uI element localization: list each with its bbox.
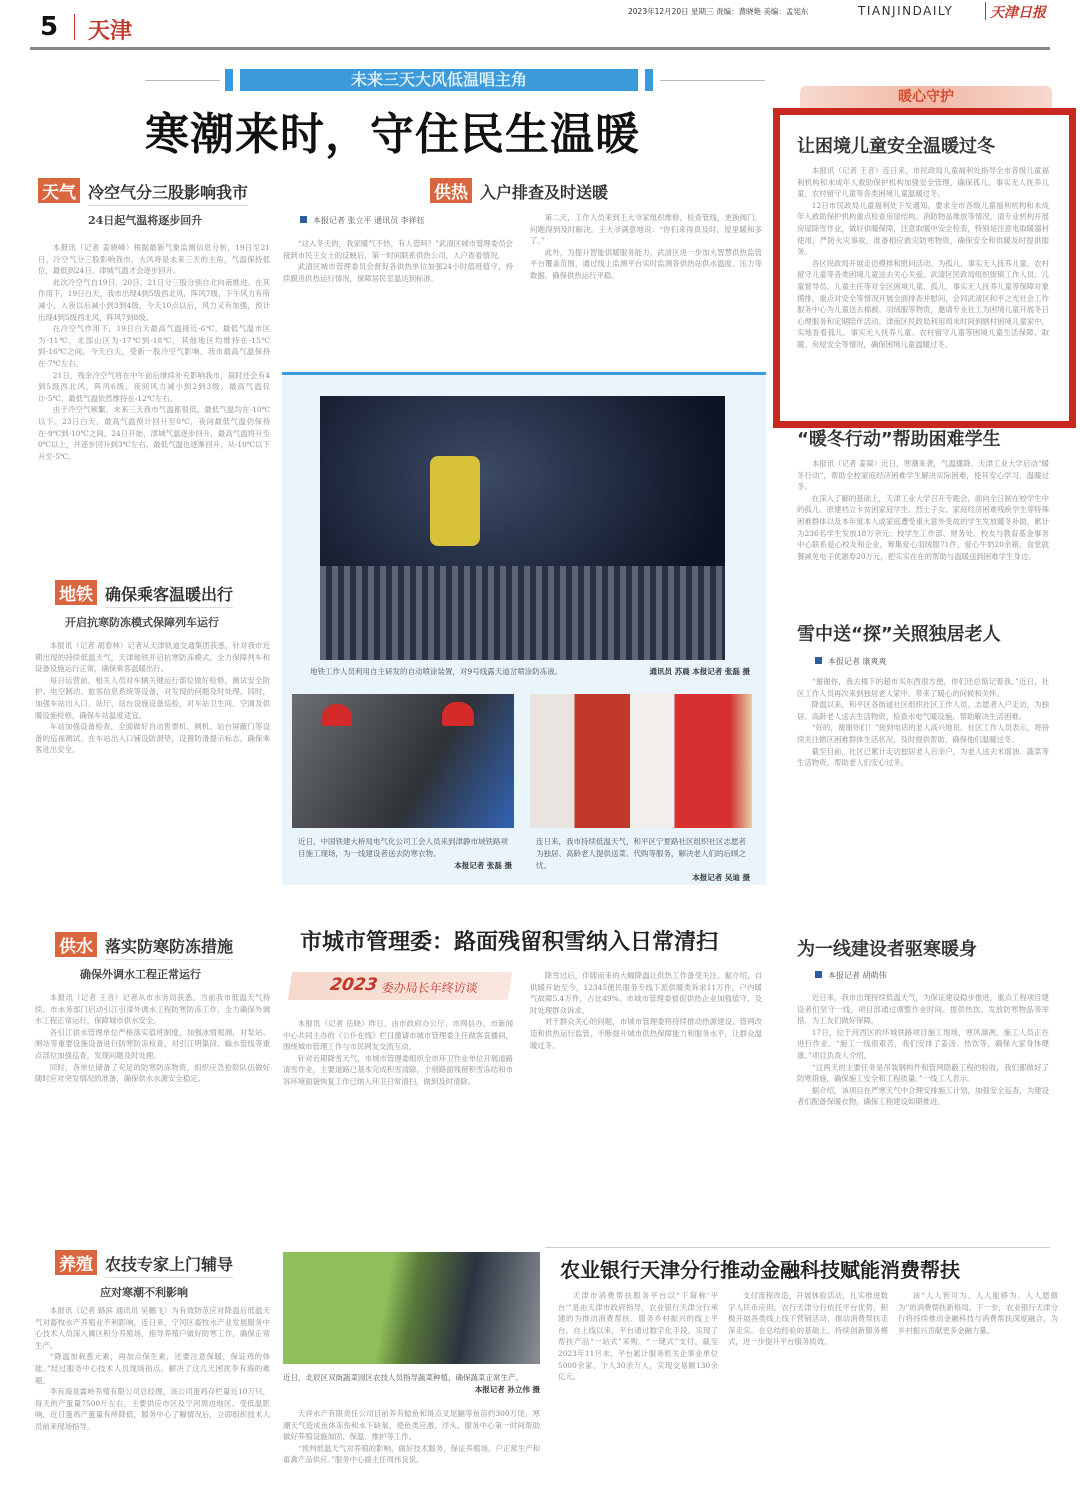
- paragraph: 此外，为提升智能供暖服务能力，武清区进一步加大智慧供热监管平台覆盖范围，通过线上监测平台实时监测各供热站供水温度、压力等数据，确保供热运行平稳。: [530, 247, 762, 280]
- heating-body-1: [283, 238, 513, 348]
- paragraph: 该“人人皆可为、人人能够为、人人愿做为”的消费帮扶新格局。下一步，农业银行天津分行将持续推动金融科技与消费帮扶深度融合，为乡村振兴贡献更多金融力量。: [898, 1291, 1058, 1335]
- paragraph: 17日，位于河西区的环城铁路项目施工现场，寒风凛冽，施工人员正在进行作业。“施工一线很艰苦，我们安排了姜汤、热饮等，确保大家身体健康。”项目负责人介绍。: [797, 1027, 1049, 1060]
- helmet: [322, 704, 352, 726]
- bank-body-3: [898, 1290, 1058, 1470]
- paragraph: 各引江供水管理单位严格落实值班制度，加强冰情观测，对泵站、闸站等重要设施设备进行防寒防冻检查，对引江明渠段、输水管线等重点部位加强巡查，发现问题及时处理。: [35, 1027, 270, 1060]
- paragraph: 本报讯（记者 王音）连日来，市民政局儿童福利处指导全市各级儿童福利机构和未成年人救助保护机构加强安全管理，确保孤儿、事实无人抚养儿童、农村留守儿童等各类困境儿童温暖过冬。: [797, 166, 1049, 199]
- water-tag: 供水: [55, 932, 97, 957]
- track-rails: [320, 566, 725, 660]
- paragraph: 武清区城市管理委员会督促各供热单位加强24小时值班值守，持续跟进供热运行情况，保障居民室温达到标准。: [283, 262, 513, 283]
- paragraph: 21日，残余冷空气将在中午前后继续补充影响我市，届时还会有4到5级西北风，阵风6级。夜间风力减小到2到3级，最高气温仅计-5℃，最低气温依然维持在-12℃左右。: [38, 370, 270, 403]
- heating-tag: 供热: [430, 178, 472, 203]
- header-rule: [30, 47, 1050, 50]
- paragraph: 天津市消费帮扶服务平台以“下简称‘平台’”是由天津市政府指导，农业银行天津分行承建的为推动消费帮扶、服务乡村振兴的线上平台。自上线以来，平台通过数字化手段，实现了帮扶产品“一站式”采购、“一键式”支付，截至2023年11月末，平台累计服务机关企事业单位5000余家、个人30余万人，实现交易额130余亿元。: [558, 1291, 718, 1382]
- paragraph: 本报讯（记者 路滨 通讯员 吴鹏飞）为有效防范应对降温后低温天气对畜牧水产养殖业不利影响，连日来，宁河区畜牧水产业发展服务中心技术人员深入属区积分养殖场，指导养殖户做好防寒工作，确保正常生产。: [35, 1306, 270, 1350]
- builders-photo-caption: [298, 836, 512, 872]
- paragraph: 对于群众关心的问题，市城市管理委将持续推动热源建设、管网改造和供热运行监管，不断提升城市供热保障能力和服务水平，让群众温暖过冬。: [530, 1017, 762, 1050]
- weather-body: [38, 242, 270, 567]
- subway-photo: [320, 396, 725, 660]
- subway-title: 确保乘客温暖出行: [105, 582, 233, 608]
- paragraph: 针对近期降雪天气，市城市管理委组织全市环卫作业单位开展道路清雪作业，主要道路已基本完成积雪清除，个别路面残留积雪冻结和市容环境面貌恢复工作已纳入环卫日常清扫，做到及时清除。: [283, 1053, 513, 1086]
- caption-text: 近日，中国铁建大桥局电气化公司工会人员来到津静市域铁路项目施工现场，为一线建设者送去防寒衣物。: [298, 837, 508, 858]
- kicker-rule: [660, 80, 765, 81]
- paragraph: 车站加强设备检查，全面做好自动售票机、闸机、站台屏蔽门等设备的巡视测试。在车站出入口铺设防滑垫，设置防滑提示标志，确保乘客进出安全。: [35, 722, 270, 755]
- main-headline: 寒潮来时，守住民生温暖: [145, 109, 640, 160]
- page-number: 5: [40, 12, 59, 42]
- builders-title: 为一线建设者驱寒暖身: [797, 939, 977, 960]
- warm-action-body: [797, 458, 1049, 593]
- water-title: 落实防寒防冻措施: [105, 934, 233, 960]
- masthead-logo: 天津日报: [990, 5, 1046, 21]
- builders-photo: [292, 694, 514, 828]
- feature-body: [797, 165, 1049, 400]
- paragraph: 天祥水产有限责任公司目前养有鲶鱼和斑点叉尾鮰等鱼苗约300万尾，寒潮天气造成鱼体冻伤和水下缺氧，使鱼类应激、浮头，服务中心第一时间帮助做好养殖设施加固、保温、维护等工作。: [283, 1409, 540, 1442]
- paragraph: 据介绍，该项目在严寒天气中合理安排施工计划，加强安全巡查，为建设者们配备保暖衣物，确保工程建设如期推进。: [797, 1085, 1049, 1107]
- main-photo-caption: [310, 666, 750, 678]
- photo-credit: 本报记者 孙立伟 摄: [474, 1385, 540, 1394]
- paragraph: 第二天，工作人员来到王大爷家组织维修，检查管线，更换阀门，问题得到及时解决。王大爷满意地说：“你们来得真及时，屋里暖和多了。”: [530, 213, 762, 246]
- paragraph: 每日运营前，相关人员对车辆关键运行部位做好检修，测试安全防护、电空制动、旅客信息系统等设备，对发现的问题及时处理。同时，加强车站出入口、站厅、站台设施设备巡检，对车站卫生间、空调及供暖设施检修，确保车站温度适宜。: [35, 675, 270, 720]
- snow-visit-body: [797, 676, 1049, 908]
- farming-body-2: [283, 1408, 540, 1470]
- paragraph: 本报讯（记者 姜凝）近日，寒潮来袭，气温骤降，天津工业大学启动“暖冬行动”，帮助全校家庭经济困难学生解决实际困难，使其安心学习、温暖过冬。: [797, 459, 1049, 492]
- bank-rule: [545, 1247, 1050, 1248]
- paragraph: 李有海是霖岭养殖有限公司总经理，该公司蛋鸡存栏量近10万只，每天的产蛋量7500斤左右，主要供应市区及宁河周边地区。受低温影响，近日蛋鸡产蛋量有所降低，服务中心了解情况后，立即组织技术人员前来现场指导。: [35, 1387, 270, 1431]
- paragraph: 由于冷空气频繁，未来三天我市气温都很低。最低气温均在-10℃以下。23日白天，最高气温预计回升至0℃，夜间最低气温仍保持在-9℃到-10℃之间，24日开始，津城气温逐步回升，最高气温将升至0℃以上，并逐步回升到3℃左右，最低气温也逐渐回升，从-10℃以下升至-5℃。: [38, 405, 270, 461]
- weather-title: 冷空气分三股影响我市: [88, 180, 248, 206]
- city-body-1: [283, 1018, 513, 1230]
- city-headline: 市城市管理委：路面残留积雪纳入日常清扫: [300, 930, 719, 955]
- farming-title: 农技专家上门辅导: [105, 1252, 233, 1278]
- caption-text: 近日，北辰区双街蔬菜园区农技人员指导蔬菜种植，确保蔬菜正常生产。: [283, 1373, 523, 1382]
- bank-headline: 农业银行天津分行推动金融科技赋能消费帮扶: [560, 1258, 960, 1282]
- city-body-2: [530, 970, 762, 1230]
- paragraph: “降温加栽葱元素，再加点保生素，还要注意保暖，保证鸡的体能。”经过服务中心技术人员现场指点，解决了这几天困扰李有海的难题。: [35, 1352, 270, 1385]
- dateline: 2023年12月20日 星期三 责编：黄晓艳 美编：孟宪东: [628, 7, 809, 16]
- elderly-visit-photo: [530, 694, 752, 828]
- kicker: 未来三天大风低温唱主角: [240, 69, 638, 91]
- weather-article: [38, 178, 270, 567]
- photo-credit: 本报记者 张磊 摄: [454, 861, 512, 870]
- helmet: [442, 702, 474, 726]
- snow-visit-title: 雪中送“探”关照独居老人: [797, 624, 1001, 645]
- heating-body-2: [530, 212, 762, 348]
- warm-guard-tab: 暖心守护: [800, 86, 1052, 108]
- kicker-rule: [145, 80, 220, 81]
- weather-tag: 天气: [38, 178, 80, 203]
- banner-year: 2023: [328, 975, 379, 995]
- farming-photo: [283, 1252, 540, 1364]
- paragraph: 在深入了解的基础上，天津工业大学召开专题会，面向全日制在校学生中的孤儿、原建档立卡贫困家庭学生、烈士子女、家庭经济困难残疾学生等特殊困难群体以及本年度本人或家庭遭受重大意外变故的学生发放暖冬补助，累计为236名学生发放18万余元；校学生工作部、财务处、校友与教育基金事务中心联系爱心校友和企业，筹集爱心羽绒服71件、爱心牛奶20余箱，食堂就餐减免电子优惠券20万元，把实实在在的帮助与温暖送到困难学生身边。: [797, 493, 1049, 561]
- paragraph: “好的，谢谢你们！”接到电话的老人高兴地说。社区工作人员表示，将持续关注辖区困难群体生活状况，及时提供帮助，确保他们温暖过冬。: [797, 723, 1049, 744]
- paragraph: 支付流程改造，开展体验活动，扎实推进数字人民币应用。农行天津分行依托平台优势，积极开展各类线上线下营销活动，推动消费帮扶走深走实。在总结经验的基础上，持续创新服务模式，进一步提升平台服务质效。: [728, 1291, 888, 1347]
- warm-action-title: “暖冬行动”帮助困难学生: [797, 429, 1001, 450]
- paragraph: 截至目前，社区已累计走访独居老人百余户，为老人送去米面油、蔬菜等生活物资，帮助老人们安心过冬。: [797, 746, 1049, 768]
- paragraph: 近日来，我市出现持续低温天气，为保证建设稳步推进，重点工程项目建设者们坚守一线。项目部通过调整作业时间、提供热饮、发放防寒物品等举措，为工友们做好保障。: [797, 993, 1049, 1026]
- water-article: [55, 932, 275, 982]
- farming-article: [55, 1250, 275, 1300]
- paragraph: 降雪过后，伴随而来的大幅降温让供热工作备受关注。据介绍，自供暖开始至今，12345便民服务专线下派供暖类诉求11万件，户内暖气故障5.4万件，占比49%。市城市管理委督促供热企业加强值守，及时处理群众诉求。: [530, 971, 762, 1015]
- bank-body-1: [558, 1290, 718, 1470]
- elderly-photo-caption: [536, 836, 750, 884]
- paragraph: “预判低温天气对养殖的影响，做好技术服务，保证养殖场、户正常生产和畜禽产品供应。”服务中心副主任周伟良说。: [283, 1443, 540, 1465]
- farming-subtitle: 应对寒潮不利影响: [100, 1286, 188, 1299]
- paragraph: 在冷空气作用下，19日白天最高气温接近-6℃，最低气温市区为-11℃，北部山区为-17℃到-18℃，其他地区均维持在-15℃到-16℃之间。今天白天，受新一股冷空气影响，我市最高气温保持在-7℃左右。: [38, 324, 270, 368]
- subway-article: [55, 580, 275, 630]
- paragraph: 各区民政局开展走访摸排和慰问活动。为孤儿、事实无人抚养儿童、农村留守儿童等各类困境儿童送去关心关爱。武清区民政局组织街镇工作人员、儿童督导员、儿童主任等对全区困境儿童、孤儿、事实无人抚养儿童等保障对象摸排，重点对安全等情况开展全面排查并慰问，会同武清区和平之光社会工作服务中心为儿童送去棉被、羽绒服等物资，邀请专业社工为困境儿童开展冬日心理服务和定期陪伴活动。津南区民政局利用周末时间到辖村困境儿童家中，实地查看孤儿、事实无人抚养儿童、农村留守儿童等困境儿童生活保障、取暖、房屋安全等情况，确保困境儿童温暖过冬。: [797, 258, 1049, 349]
- feature-title: 让困境儿童安全温暖过冬: [797, 136, 995, 157]
- photo-credit: 通讯员 苏晨 本报记者 张磊 摄: [649, 667, 750, 676]
- paragraph: 降温以来，和平区各街道社区组织社区工作人员、志愿者入户走访，为独居、高龄老人送去生活物资，检查水电气暖设施，帮助解决生活困难。: [797, 700, 1049, 721]
- section-name: 天津: [88, 19, 133, 44]
- subway-subtitle: 开启抗寒防冻模式保障列车运行: [65, 616, 219, 629]
- banner-text: 委办局长年终访谈: [380, 981, 479, 995]
- caption-text: 连日来，我市持续低温天气，和平区宁夏路社区组织社区志愿者为独居、高龄老人提供送菜、代购等服务，解决老人们的后顾之忧。: [536, 837, 746, 870]
- farming-tag: 养殖: [55, 1250, 97, 1275]
- paragraph: 本报讯（记者 姜晓峰）根据最新气象监测信息分析，19日至21日，冷空气分三股影响我市。大风将是未来三天的主角，气温保持低位，最低到24日，津城气温才会逐步回升。: [38, 243, 270, 276]
- kicker-mark: [225, 69, 233, 91]
- bank-body-2: [728, 1290, 888, 1470]
- caption-text: 地铁工作人员利用自主研发的自动喷涂装置，对9号线露天道岔喷涂防冻液。: [310, 667, 563, 676]
- paragraph: 本报讯（记者 胡春林）记者从天津轨道交通集团获悉，针对我市近期出现的持续低温天气，天津地铁开启抗寒防冻模式，全力保障列车和设备设施运行正常，确保乘客温暖出行。: [35, 641, 270, 674]
- subway-body: [35, 640, 270, 910]
- kicker-mark: [645, 69, 653, 91]
- weather-subtitle: 24日起气温将逐步回升: [88, 214, 203, 227]
- heating-byline: 本报记者 张立平 通讯员 李祥钰: [300, 215, 425, 226]
- paragraph: 同时，各单位储备了充足的防寒防冻物资，组织应急抢险队伍做好随时应对突发情况的准备，确保供水水源安全稳定。: [35, 1062, 270, 1084]
- builders-body: [797, 992, 1049, 1230]
- paragraph: 本报讯（记者 岳晓）昨日，由市政府办公厅、市网信办、市新闻中心共同主办的《公仆在线》栏目邀请市城市管理委主任做客直播间，围绕城市管理工作与市民网友交流互动。: [283, 1019, 513, 1052]
- masthead-en: TIANJINDAILY: [858, 4, 954, 18]
- heating-article: [430, 178, 730, 205]
- farming-photo-caption: [283, 1372, 540, 1396]
- header-divider: [74, 14, 75, 40]
- worker-figure: [430, 456, 480, 546]
- paragraph: 本报讯（记者 王音）记者从市水务局获悉，当前我市低温天气持续，市水务部门启动引江引滦外调水工程防寒防冻工作，全力确保外调水工程正常运行，保障城市供水安全。: [35, 993, 270, 1026]
- paragraph: 12日市民政局儿童福利处下发通知，要求全市各级儿童福利机构和未成年人救助保护机构重点检查房屋结构、消防物品堆放等情况，请专业机构开展房屋除雪作业，做好供暖保障，注意取暖中安全检查，特别是注意电取暖器材使用，严防火灾事故，准备相应救灾防寒物资，确保安全和供暖及时提供服务。: [797, 200, 1049, 257]
- farming-body-1: [35, 1305, 270, 1470]
- photo-credit: 本报记者 吴迪 摄: [692, 873, 750, 882]
- masthead-divider: [985, 2, 986, 20]
- water-subtitle: 确保外调水工程正常运行: [80, 968, 201, 981]
- heating-title: 入户排查及时送暖: [480, 183, 609, 202]
- water-body: [35, 992, 270, 1230]
- paragraph: “谢谢你，我去楼下的超市买东西很方便，你们还总惦记着我。”近日，社区工作人员再次来到独居老人家中，带来了暖心的问候和关怀。: [797, 677, 1049, 698]
- interview-banner: [288, 972, 512, 1000]
- paragraph: “这入冬天的，我家暖气不热，有人管吗？”武清区城市管理委员会接到市民王女士的反映后，第一时间联系供热公司，入户查看情况。: [283, 239, 513, 260]
- paragraph: 此次冷空气自19日、20日、21日分三股分别自北向南推进。在其作用下，19日白天，我市出现4到5级西北风，阵风7级，下午风力有所减小，入夜以后减小到3到4级，今天10点以后，风力又有加强，预计出现4到5级西北风，阵风7到8级。: [38, 277, 270, 322]
- snow-visit-byline: 本报记者 康爽爽: [815, 656, 887, 667]
- paragraph: “这两天的主要任务是吊装钢构件和管网隐蔽工程的验收，我们都做好了防寒措施，确保施工安全和工程质量。”一线工人表示。: [797, 1062, 1049, 1084]
- builders-byline: 本报记者 胡萌伟: [815, 970, 887, 981]
- subway-tag: 地铁: [55, 580, 97, 605]
